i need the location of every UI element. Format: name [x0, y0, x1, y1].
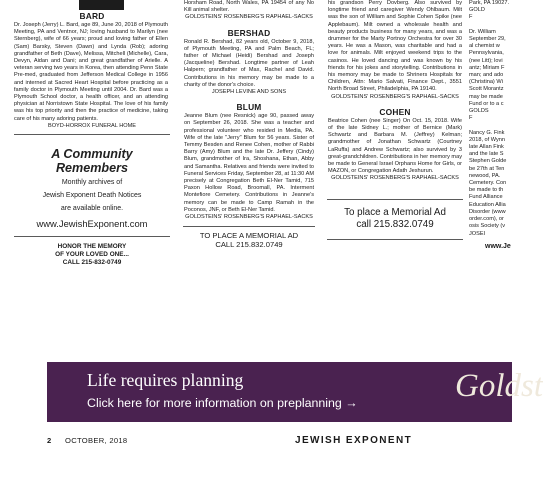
text-line: and the late S	[469, 151, 504, 158]
text-line: GOLD	[469, 7, 485, 14]
text-line: GOLDS	[469, 108, 489, 115]
text-line: Park, PA 19027.	[469, 0, 510, 6]
obituary-column-1	[0, 0, 170, 345]
publication-name: JEWISH EXPONENT	[295, 435, 413, 446]
text-line: Nancy G. Fink	[469, 129, 505, 136]
banner-cta[interactable]	[87, 396, 358, 410]
page-number: 2	[47, 436, 52, 445]
honor-phone: CALL 215-832-0749	[62, 259, 122, 267]
obituary-blum	[183, 102, 315, 221]
memorial-cta-phone: call 215.832.0749	[356, 219, 434, 231]
funeral-home-continued: GOLDSTEINS' ROSENBERG'S RAPHAEL-SACKS	[331, 93, 459, 100]
text-line: Pennsylvania,	[469, 50, 504, 57]
honor-line2: OF YOUR LOVED ONE...	[55, 251, 129, 259]
issue-date: OCTOBER, 2018	[65, 436, 128, 445]
funeral-home-blum: GOLDSTEINS' ROSENBERG'S RAPHAEL-SACKS	[185, 214, 313, 221]
memorial-ad-cta	[183, 232, 315, 249]
obituary-photo	[79, 0, 124, 10]
memorial-cta-line1: TO PLACE A MEMORIAL AD	[199, 231, 299, 241]
photo-area	[0, 0, 170, 11]
community-title-line2: Remembers	[55, 161, 129, 176]
obituary-text-blum: Jeanne Blum (nee Resnick) age 90, passed away on September 26, 2018. She was a teacher and professional volunteer who resided in Media, PA. Wife of the late "Jerry" Blum for 56 years. Sister of Temmy Besden and Renee Cohen, mother of Rabbi Barry (Amy) Blum and the late Dr. Jeffery (Cindy) Blum, grandmother of Ira, Shoshana, Ethan, Abby and Samantha. Relatives and friends were invited to Funeral Services Friday, September 28, at 11:30 AM precisely at Congregation Beth El-Ner Tamid, 715 Paxon Hollow Road, Broomall, PA. Interment Montefiore Cemetery. Contributions in Jeanne's memory can be made to Camp Ramah in the Poconos, JNF, or Beth El-Ner Tamid.	[184, 113, 314, 213]
text-line: may be made	[469, 93, 503, 100]
arrow-right-icon: →	[345, 396, 358, 410]
funeral-home-continued: GOLDSTEINS' ROSENBERG'S RAPHAEL-SACKS	[185, 14, 313, 21]
obituary-name-cohen: COHEN	[379, 106, 411, 117]
honor-line1: HONOR THE MEMORY	[57, 243, 127, 251]
obituary-cohen	[327, 107, 463, 183]
text-line: Scott Morantz	[469, 86, 504, 93]
text-line: Cemetery. Con	[469, 180, 507, 187]
community-url-link[interactable]: www.JewishExponent.com	[36, 218, 148, 230]
obituary-text-cutoff	[467, 0, 512, 238]
text-line: September 29,	[469, 36, 506, 43]
text-line: Disorder (www	[469, 208, 506, 215]
obituary-column-2	[183, 0, 315, 345]
obituary-text-continued: his grandson Perry Dovberg. Also survived by longtime friend and caregiver Wendy Ohlbaum. Milt was the son of William and Sophie Cohen Spike (nee Applebaum). Milt owned a wholesale health and beauty products business for many years, and was a drummer for the Marty Portnoy Orchestra for over 30 years. He was a Mason, was charitable and had a love for animals. Milt enjoyed weekend trips to the casinos. He loved dancing and was known by his friends for his jokes and storytelling. Contributions in his memory may be made to Shriners Hospitals for Children, Attn: Mario Salvati, Finance Dept., 3551 North Broad Street, Philadelphia, PA 19140.	[328, 0, 462, 93]
divider	[183, 226, 315, 227]
text-line: al chemist w	[469, 43, 500, 50]
obituary-name-bershad: BERSHAD	[227, 27, 271, 38]
obituary-column-4	[467, 0, 512, 345]
funeral-home-bershad: JOSEPH LEVINE AND SONS	[211, 89, 287, 96]
text-line: Fund Alliance	[469, 194, 503, 201]
obituary-text-bershad: Ronald R. Bershad, 82 years old, October 9, 2018, of Plymouth Meeting, PA and Palm Beach, FL; father of Michael (Heidi) Bershad and Joseph (Jacqueline) Bershad. Longtime partner of Leah Halpern; grandfather of Max, Rachel and David. Contributions in his memory may be made to a charity of the donor's choice.	[184, 38, 314, 88]
text-line: 2018, of Wynn	[469, 136, 506, 143]
text-line: man; and ado	[469, 72, 504, 79]
text-line	[469, 122, 512, 129]
obituary-column-3	[327, 0, 463, 345]
funeral-home-cohen: GOLDSTEINS' ROSENBERG'S RAPHAEL-SACKS	[331, 175, 459, 182]
divider	[327, 199, 463, 200]
banner-headline: Life requires planning	[87, 370, 244, 390]
site-url-fragment: www.Je	[485, 242, 511, 250]
obituary-text-continued: Horsham Road, North Wales, PA 19454 of any No Kill animal shelter.	[184, 0, 314, 14]
banner-cta-text: Click here for more information on preplanning	[87, 396, 342, 410]
community-sub-line2: Jewish Exponent Death Notices	[42, 191, 142, 199]
community-title-line1: A Community	[51, 147, 133, 162]
text-line: F	[469, 14, 473, 21]
obituary-text-cohen: Beatrice Cohen (nee Singer) On Oct. 15, 2018. Wife of the late Sidney L.; mother of Bernice (Mark) Schwartz and Barbara M. (Jeffrey) Kelman; grandmother of Jonathan Schwartz (Courtney LaRuffa) and Andrew Schwartz; also survived by 3 great-grandchildren. Contributions in her memory may be made to General Israel Orphans Home for Girls, or MAZON, or Congregation Adath Jeshurun.	[328, 117, 462, 175]
memorial-cta-line1: To place a Memorial Ad	[344, 206, 446, 218]
community-sub-line1: Monthly archives of	[61, 179, 123, 187]
obituary-name-bard: BARD	[79, 11, 105, 21]
text-line	[469, 22, 512, 29]
text-line: osis Society (v	[469, 223, 506, 230]
community-sub-line3: are available online.	[60, 204, 124, 212]
text-line: Dr. William	[469, 28, 496, 35]
memorial-ad-cta	[327, 207, 463, 232]
text-line: late Allan Fink	[469, 144, 504, 151]
text-line: Education Allia	[469, 201, 506, 208]
community-remembers-box	[0, 147, 170, 229]
divider	[14, 236, 170, 237]
text-line: antz; Miriam F	[469, 64, 505, 71]
text-line: (Christina) Wi	[469, 79, 503, 86]
obituary-name-blum: BLUM	[236, 102, 262, 113]
text-line: be made to th	[469, 187, 504, 194]
divider	[327, 239, 463, 240]
obituary-text-bard: Dr. Joseph (Jerry) L. Bard, age 89, June 20, 2018 of Plymouth Meeting, PA and Ventnor, NJ; loving husband to Marilyn (nee Sternberg), wife of 66 years; proud and loving father of Ellen (Sam) Barsky, Steven (Dawn) and Lynda (Rob); adoring grandfather of Beth (Dave), Melissa, Mitchell (Michelle), Cara, Devyn, Aidan and Dani; and great grandfather of Arielle. A veteran serving two years in Korea, then attending Penn State Pre-med, graduated from Jefferson Medical College in 1956 and interned at Sacred Heart Hospital before practicing as a family doctor in Plymouth Meeting until 2004. Dr. Bard was a Plymouth School doctor, a health officer, and an attending physician at Norristown State Hospital. The love of his family was his top priority and then the practice of medicine, taking care of his many adoring patients.	[14, 22, 168, 122]
goldsteins-logo: Goldst	[455, 368, 543, 404]
funeral-home-bard: BOYD-HORROX FUNERAL HOME	[47, 122, 137, 129]
divider	[14, 134, 170, 135]
text-line: JOSEI	[469, 230, 486, 237]
honor-memory-ad	[0, 243, 170, 267]
text-line: Stephen Golde	[469, 158, 507, 165]
preplanning-banner-ad[interactable]	[47, 362, 543, 422]
text-line: order.com), or	[469, 216, 504, 223]
memorial-cta-phone: CALL 215.832.0749	[215, 239, 283, 249]
obituary-bershad	[183, 28, 315, 97]
text-line: newood, PA.	[469, 172, 501, 179]
text-line: F	[469, 115, 473, 122]
text-line: be 27th at Ten	[469, 165, 505, 172]
text-line: (nee Litt); lovi	[469, 57, 503, 64]
text-line: Fund or to a c	[469, 100, 504, 107]
